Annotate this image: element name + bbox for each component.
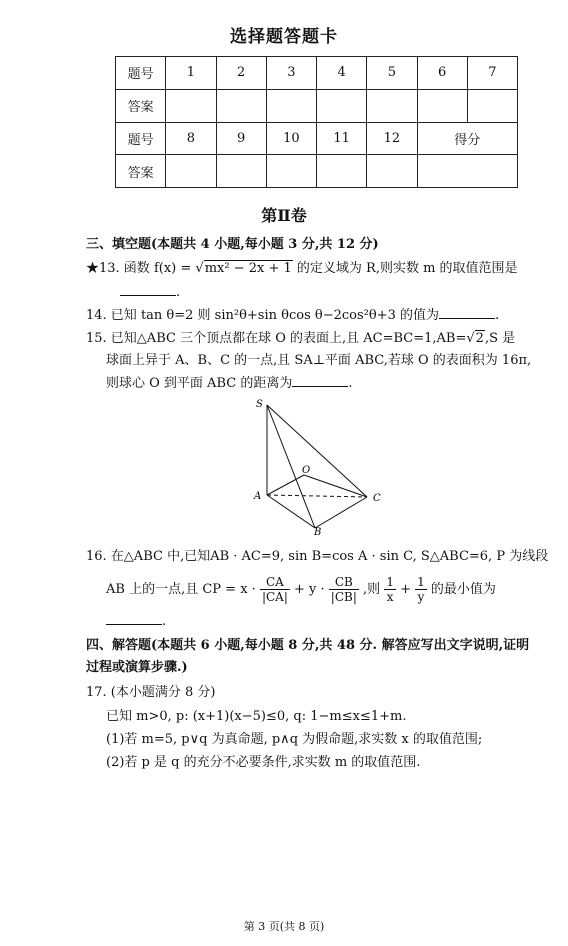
q15-text-a: 15. 已知△ABC 三个顶点都在球 O 的表面上,且 AC=BC=1,AB= [86,331,467,346]
edge-BC [315,497,367,528]
table-cell: 7 [467,57,517,90]
edge-SC [267,405,367,497]
answer-box[interactable] [467,89,517,122]
q16-text-a: AB 上的一点,且 CP = x · [106,582,256,597]
fraction-ca: $\frac{CA}{|CA|}$ [261,575,288,604]
table-row [116,89,518,122]
score-label: 得分 [417,122,518,155]
q14-end: . [494,308,500,323]
sqrt-sign: √ [195,261,204,276]
question-15-line1 [86,330,515,348]
table-cell: 答案 [116,155,166,188]
fraction-1-x: $\frac{1}{x}$ [386,575,394,604]
score-box[interactable] [417,155,518,188]
part3-heading: 三、填空题(本题共 4 小题,每小题 3 分,共 12 分) [86,237,379,252]
question-13-line1 [86,260,518,278]
table-cell: 题号 [116,122,166,155]
answer-box[interactable] [266,89,316,122]
answer-box[interactable] [367,155,417,188]
label-B: B [314,527,322,535]
table-cell: 2 [216,57,266,90]
answer-box[interactable] [266,155,316,188]
question-15-line2: 球面上异于 A、B、C 的一点,且 SA⊥平面 ABC,若球 O 的表面积为 16π, [106,353,532,368]
edge-AC [267,495,367,497]
q15-end: . [348,376,353,391]
question-14 [86,306,499,325]
q13-sqrt: mx² − 2x + 1 [204,261,292,276]
q13-text-a: ★13. 函数 f(x) = [86,261,192,276]
table-cell: 1 [166,57,216,90]
answer-blank[interactable] [292,374,348,387]
answer-box[interactable] [216,89,266,122]
question-15-line3 [106,374,352,393]
part4-heading-line2: 过程或演算步骤.) [86,660,188,675]
plus-sign: + [400,582,411,597]
page-title: 选择题答题卡 [230,27,338,47]
section-title: 第Ⅱ卷 [261,206,307,225]
answer-box[interactable] [367,89,417,122]
label-S: S [256,399,263,410]
table-cell: 答案 [116,89,166,122]
edge-AB [267,495,315,528]
question-17-title: 17. (本小题满分 8 分) [86,685,216,700]
answer-box[interactable] [417,89,467,122]
q14-text: 14. 已知 tan θ=2 则 sin²θ+sin θcos θ−2cos²θ+3 的值为 [86,308,439,323]
table-cell: 6 [417,57,467,90]
table-cell: 3 [266,57,316,90]
question-16-line2 [106,574,496,606]
table-cell: 8 [166,122,216,155]
fraction-1-y: $\frac{1}{y}$ [417,575,425,604]
sqrt-sign: √ [466,331,475,346]
table-row [116,155,518,188]
question-17-given: 已知 m>0, p: (x+1)(x−5)≤0, q: 1−m≤x≤1+m. [106,709,407,724]
answer-blank[interactable] [120,283,176,296]
answer-card-table [115,56,518,188]
question-16-line3 [106,612,166,631]
question-16-line1: 16. 在△ABC 中,已知AB · AC=9, sin B=cos A · sin C, S△ABC=6, P 为线段 [86,549,549,564]
table-cell: 12 [367,122,417,155]
q16-end: . [162,614,167,629]
question-17-part2: (2)若 p 是 q 的充分不必要条件,求实数 m 的取值范围. [106,755,421,770]
label-C: C [373,493,381,504]
table-cell: 11 [317,122,367,155]
answer-box[interactable] [317,155,367,188]
segment-OC [304,475,367,497]
table-row [116,122,518,155]
q16-text-d: 的最小值为 [430,582,496,597]
table-cell: 9 [216,122,266,155]
table-cell: 4 [317,57,367,90]
q16-text-c: ,则 [363,582,381,597]
part4-heading-line1: 四、解答题(本题共 6 小题,每小题 8 分,共 48 分. 解答应写出文字说明,证明 [86,638,530,653]
answer-blank[interactable] [106,612,162,625]
q15-sqrt: 2 [475,331,484,346]
label-O: O [302,465,311,476]
answer-box[interactable] [166,89,216,122]
answer-blank[interactable] [439,306,495,319]
table-cell: 题号 [116,57,166,90]
question-17-part1: (1)若 m=5, p∨q 为真命题, p∧q 为假命题,求实数 x 的取值范围; [106,732,483,747]
label-A: A [254,491,262,502]
q16-text-b: + y · [294,582,325,597]
page-footer: 第 3 页(共 8 页) [243,920,325,933]
q13-text-b: 的定义域为 R,则实数 m 的取值范围是 [296,261,518,276]
answer-box[interactable] [166,155,216,188]
q15-text-b: ,S 是 [484,331,516,346]
tetrahedron-figure [250,395,390,535]
fraction-cb: $\frac{CB}{|CB|}$ [330,575,357,604]
question-13-line2: . [120,283,180,302]
answer-box[interactable] [216,155,266,188]
answer-box[interactable] [317,89,367,122]
q15-text-c: 则球心 O 到平面 ABC 的距离为 [106,376,293,391]
table-row [116,57,518,90]
table-cell: 10 [266,122,316,155]
table-cell: 5 [367,57,417,90]
